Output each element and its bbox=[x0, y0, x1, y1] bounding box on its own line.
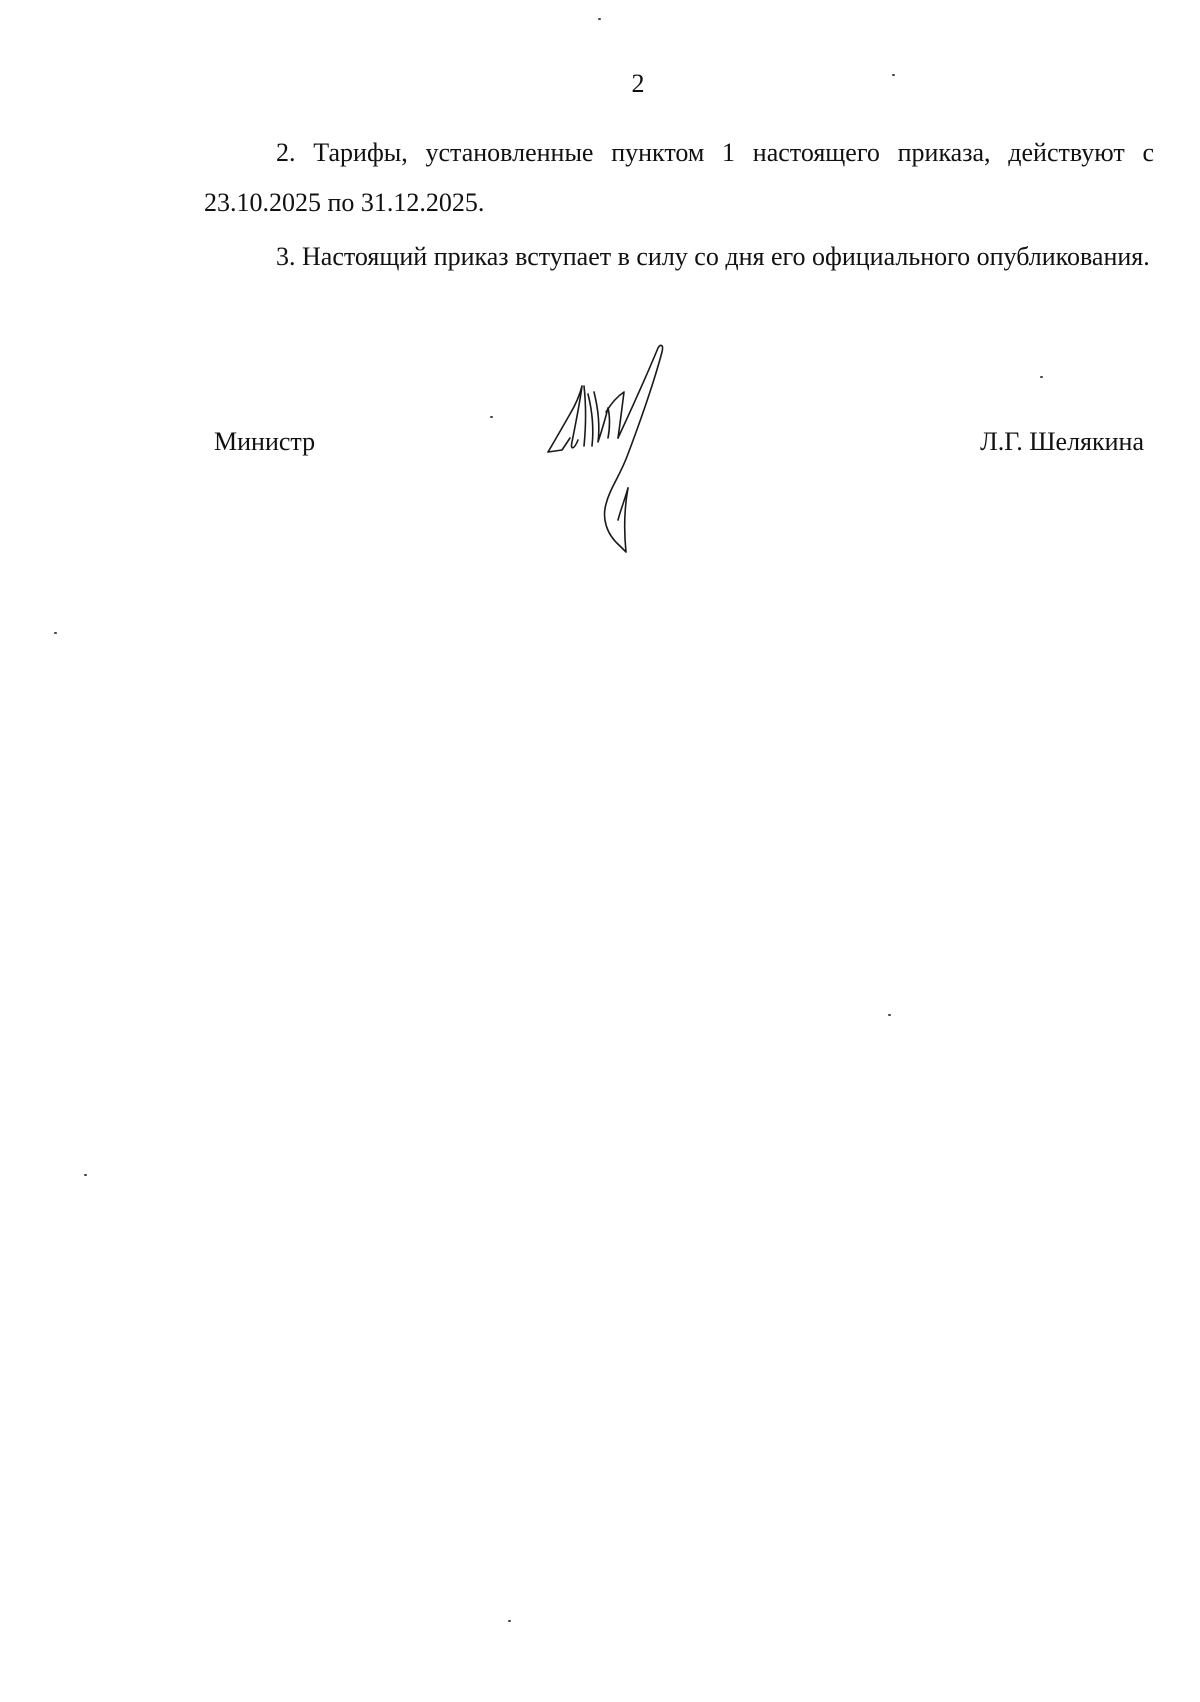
document-body bbox=[204, 128, 1154, 286]
scan-speck bbox=[892, 74, 895, 76]
paragraph-tariff-period: 2. Тарифы, установленные пунктом 1 настоящего приказа, действуют с 23.10.2025 по 31.12.2025. bbox=[204, 138, 1154, 217]
scan-speck bbox=[1040, 376, 1043, 378]
scan-speck bbox=[490, 416, 493, 418]
handwritten-signature bbox=[540, 342, 690, 554]
signer-position: Министр bbox=[214, 427, 316, 456]
scan-speck bbox=[84, 1174, 87, 1176]
scan-speck bbox=[888, 1014, 891, 1016]
page-number: 2 bbox=[631, 69, 645, 98]
scan-speck bbox=[54, 632, 57, 634]
scan-speck bbox=[598, 18, 601, 20]
signer-name: Л.Г. Шелякина bbox=[980, 427, 1144, 456]
paragraph-entry-into-force: 3. Настоящий приказ вступает в силу со дня его официального опубликования. bbox=[276, 242, 1150, 271]
scan-speck bbox=[508, 1620, 511, 1622]
